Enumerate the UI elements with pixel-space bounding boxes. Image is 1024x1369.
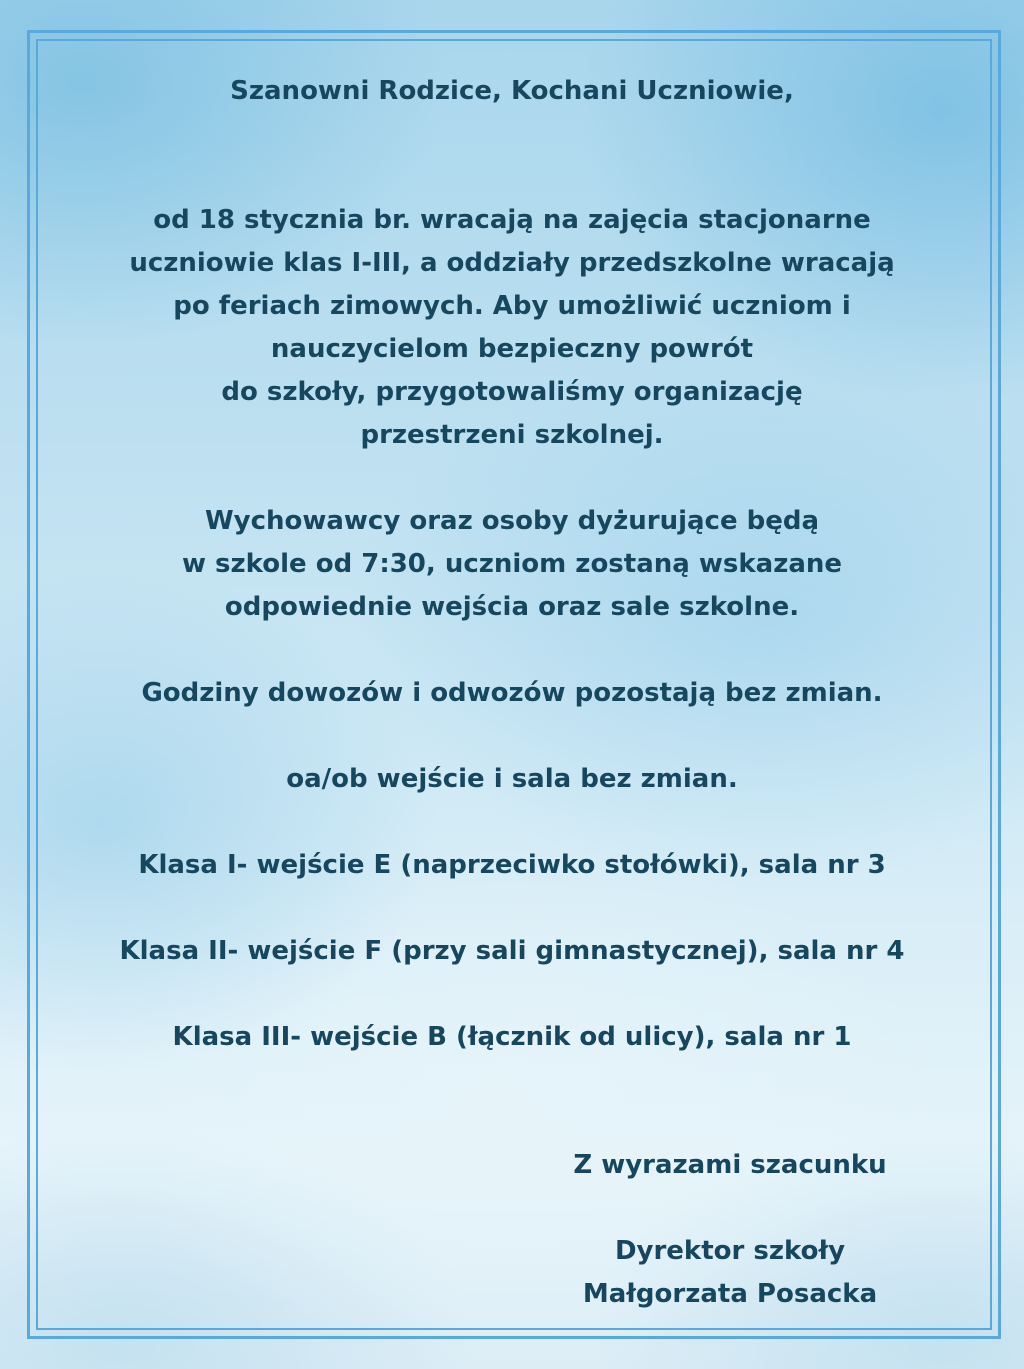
signature-title: Dyrektor szkoły bbox=[614, 1236, 846, 1266]
letter-body bbox=[40, 70, 984, 1059]
paragraph1-line2: uczniowie klas I-III, a oddziały przedszkolne wracają bbox=[129, 248, 895, 278]
signature-name: Małgorzata Posacka bbox=[582, 1279, 878, 1309]
greeting: Szanowni Rodzice, Kochani Uczniowie, bbox=[230, 76, 794, 106]
paragraph1-line1: od 18 stycznia br. wracają na zajęcia stacjonarne bbox=[153, 205, 871, 235]
paragraph2-line1: Wychowawcy oraz osoby dyżurujące będą bbox=[204, 506, 820, 536]
paragraph1-line6: przestrzeni szkolnej. bbox=[360, 420, 664, 450]
class-1-info: Klasa I- wejście E (naprzeciwko stołówki), sala nr 3 bbox=[138, 850, 886, 880]
paragraph2-line2: w szkole od 7:30, uczniom zostaną wskazane bbox=[181, 549, 843, 579]
paragraph1-line3: po feriach zimowych. Aby umożliwić uczniom i bbox=[173, 291, 851, 321]
closing-text: Z wyrazami szacunku bbox=[573, 1150, 887, 1180]
paragraph1-line5: do szkoły, przygotowaliśmy organizację bbox=[221, 377, 803, 407]
preschool-note: oa/ob wejście i sala bez zmian. bbox=[286, 764, 738, 794]
transport-note: Godziny dowozów i odwozów pozostają bez zmian. bbox=[141, 678, 883, 708]
paragraph1-line4: nauczycielom bezpieczny powrót bbox=[270, 334, 754, 364]
paragraph2-line3: odpowiednie wejścia oraz sale szkolne. bbox=[224, 592, 800, 622]
class-2-info: Klasa II- wejście F (przy sali gimnastycznej), sala nr 4 bbox=[119, 936, 905, 966]
class-3-info: Klasa III- wejście B (łącznik od ulicy), sala nr 1 bbox=[172, 1022, 852, 1052]
